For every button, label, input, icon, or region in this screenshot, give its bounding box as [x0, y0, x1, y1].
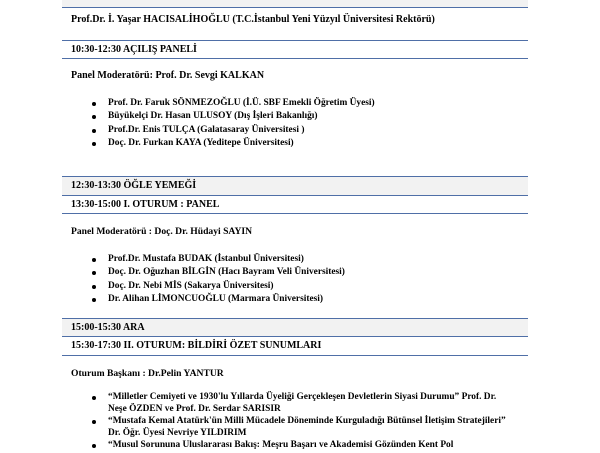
session2-moderator: Panel Moderatörü : Doç. Dr. Hüdayi SAYIN [71, 226, 253, 237]
list-item: “Musul Sorununa Uluslararası Bakış: Meşru Başarı ve Akademisi Gözünden Kent Pol [92, 440, 508, 452]
break-label: 15:00-15:30 ARA [71, 322, 145, 333]
list-item: Dr. Alihan LİMONCUOĞLU (Marmara Üniversitesi) [92, 293, 345, 306]
list-item: Doç. Dr. Oğuzhan BİLGİN (Hacı Bayram Veli Üniversitesi) [92, 266, 345, 279]
lunch-row [62, 176, 528, 196]
list-item: Büyükelçi Dr. Hasan ULUSOY (Dış İşleri Bakanlığı) [92, 110, 375, 123]
session1-heading: 10:30-12:30 AÇILIŞ PANELİ [71, 44, 197, 55]
session3-chair: Oturum Başkanı : Dr.Pelin YANTUR [71, 368, 224, 379]
lunch-label: 12:30-13:30 ÖĞLE YEMEĞİ [71, 180, 197, 191]
top-row [62, 0, 528, 8]
list-item: “Mustafa Kemal Atatürk'ün Milli Mücadele Döneminde Kurguladığı Bütünsel İletişim Stratejileri” Dr. Öğr. Üyesi Nevriye YILDIRIM [92, 416, 508, 439]
opening-speaker-row [62, 8, 528, 41]
session3-heading: 15:30-17:30 II. OTURUM: BİLDİRİ ÖZET SUNUMLARI [71, 340, 322, 351]
session3-papers [92, 392, 508, 453]
break-row [62, 318, 528, 337]
list-item: “Milletler Cemiyeti ve 1930'lu Yıllarda Üyeliği Gerçekleşen Devletlerin Siyasi Durumu” Prof. Dr. Neşe ÖZDEN ve Prof. Dr. Serdar SARISIR [92, 392, 508, 415]
opening-speaker: Prof.Dr. İ. Yaşar HACISALİHOĞLU (T.C.İstanbul Yeni Yüzyıl Üniversitesi Rektörü) [71, 14, 435, 25]
session3-heading-row [62, 337, 528, 356]
list-item: Prof. Dr. Faruk SÖNMEZOĞLU (İ.Ü. SBF Emekli Öğretim Üyesi) [92, 97, 375, 110]
session2-heading-row [62, 196, 528, 214]
list-item: Doç. Dr. Nebi MİS (Sakarya Üniversitesi) [92, 280, 345, 293]
list-item: Prof.Dr. Mustafa BUDAK (İstanbul Üniversitesi) [92, 253, 345, 266]
list-item: Doç. Dr. Furkan KAYA (Yeditepe Üniversitesi) [92, 137, 375, 150]
session1-moderator: Panel Moderatörü: Prof. Dr. Sevgi KALKAN [71, 70, 265, 81]
session2-speakers [92, 253, 345, 307]
session1-heading-row [62, 41, 528, 59]
list-item: Prof.Dr. Enis TULÇA (Galatasaray Üniversitesi ) [92, 124, 375, 137]
session2-heading: 13:30-15:00 I. OTURUM : PANEL [71, 199, 220, 210]
session1-speakers [92, 97, 375, 151]
